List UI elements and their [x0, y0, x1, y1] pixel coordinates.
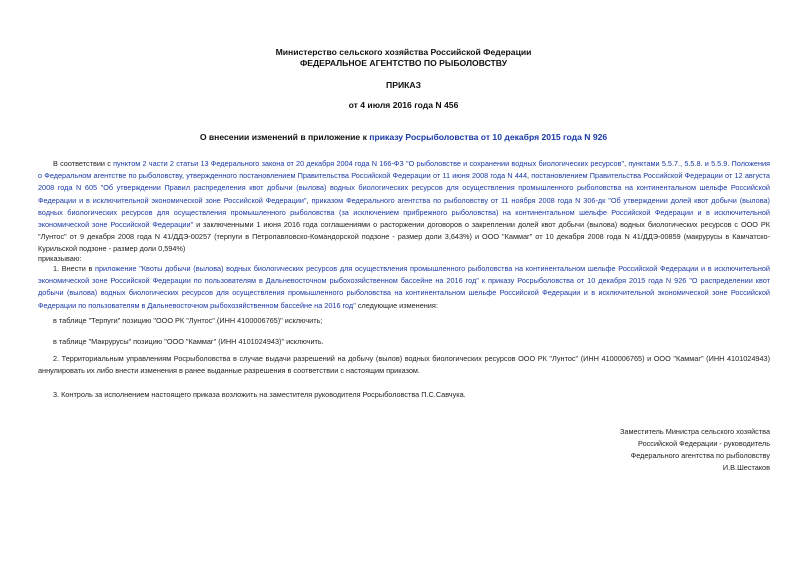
signature-name: И.В.Шестаков [722, 463, 770, 472]
government-decree-link[interactable]: постановлением Правительства Российской Федерации от 12 августа 2008 года N 605 "Об утверждении Правил распределения квот добычи (вылова) водных биологических ресурсов для осуществления промышленного рыболовства на континентальном шельфе Российской Федерации и в исключительной экономической зоне Российской Федерации" [38, 171, 770, 205]
law-link[interactable]: пунктом 2 части 2 статьи 13 Федерального закона от 20 декабря 2004 года N 166-ФЗ "О рыболовстве и сохранении водных биологических ресурсов" [113, 159, 625, 168]
preamble-text-2: , [624, 159, 629, 168]
item-3-paragraph: 3. Контроль за исполнением настоящего приказа возложить на заместителя руководителя Росрыболовства П.С.Савчука. [53, 390, 466, 399]
regulation-link[interactable]: пунктами 5.5.7., 5.5.8. и 5.5.9. Положения о Федеральном агентстве по рыболовству, утвержденного постановлением Правительства Российской Федерации от 11 июня 2008 года N 444 [38, 159, 771, 181]
preamble-text-3: , [527, 171, 532, 181]
title-order-link[interactable]: приказу Росрыболовства от 10 декабря 2015 года N 926 [369, 132, 608, 142]
item-1-sub-2: в таблице "Макрурусы" позицию "ООО "Каммаг" (ИНН 4101024943)" исключить. [53, 337, 324, 346]
signature-line-1: Заместитель Министра сельского хозяйства [619, 427, 770, 436]
item-1-sub-1: в таблице "Терпуги" позицию "ООО РК "Лунтос" (ИНН 4100006765)" исключить; [53, 316, 323, 325]
ministry-heading: Министерство сельского хозяйства Российской Федерации [275, 47, 532, 57]
preamble-text-4: , [306, 195, 312, 205]
agency-heading: ФЕДЕРАЛЬНОЕ АГЕНТСТВО ПО РЫБОЛОВСТВУ [299, 58, 508, 68]
signature-line-3: Федерального агентства по рыболовству [630, 451, 770, 460]
preamble-paragraph [38, 158, 770, 256]
orders-label: приказываю: [38, 254, 82, 263]
agency-order-link[interactable]: приказом Федерального агентства по рыболовству от 11 ноября 2008 года N 306-дк "Об утверждении долей квот добычи (вылова) водных биологических ресурсов для осуществления промышленного рыболовства (за исключением прибрежного рыболовства) на континентальном шельфе Российской Федерации и в исключительной экономической зоне Российской Федерации" [38, 195, 770, 230]
doc-type-heading: ПРИКАЗ [386, 80, 421, 90]
item-2-paragraph: 2. Территориальным управлениям Росрыболовства в случае выдачи разрешений на добычу (вылов) водных биологических ресурсов ООО РК "Лунтос" (ИНН 4100006765) и ООО "Каммаг" (ИНН 4101024943) аннулировать их либо внести изменения в ранее выданные разрешения в соответствии с настоящим приказом. [38, 354, 770, 376]
document-title [0, 132, 807, 142]
preamble-text-5: и заключенными 1 июня 2016 года соглашениями о расторжении договоров о закреплении долей квот добычи (вылова) водных биологических ресурсов с ООО РК "Лунтос" от 9 декабря 2008 года N 41/ДДЭ-00257 (терпуги в Петропавловско-Командорской подзоне - размер доли 3,643%) и ООО "Каммаг" от 10 декабря 2008 года N 41/ДДЭ-00859 (макрурусы в Камчатско-Курильской подзоне - размер доли 0,594%) [38, 220, 770, 254]
item-1-text-2: следующие изменения: [355, 300, 438, 310]
signature-line-2: Российской Федерации - руководитель [638, 439, 770, 448]
doc-date-number: от 4 июля 2016 года N 456 [348, 100, 459, 110]
appendix-link[interactable]: приложение "Квоты добычи (вылова) водных биологических ресурсов для осуществления промышленного рыболовства на континентальном шельфе Российской Федерации и в исключительной экономической зоне Российской Федерации по пользователям в Дальневосточном рыбохозяйственном бассейне на 2016 год" к приказу Росрыболовства от 10 декабря 2015 года N 926 "О распределении квот добычи (вылова) водных биологических ресурсов для осуществления промышленного рыболовства на континентальном шельфе Российской Федерации и в исключительной экономической зоне Российской Федерации по пользователям в Дальневосточном рыбохозяйственном бассейне на 2016 год" [38, 264, 770, 310]
item-1-text-1: 1. Внести в [53, 264, 96, 273]
title-prefix: О внесении изменений в приложение к [199, 132, 370, 142]
item-1-paragraph [38, 263, 770, 312]
preamble-text-1: В соответствии с [53, 159, 114, 168]
